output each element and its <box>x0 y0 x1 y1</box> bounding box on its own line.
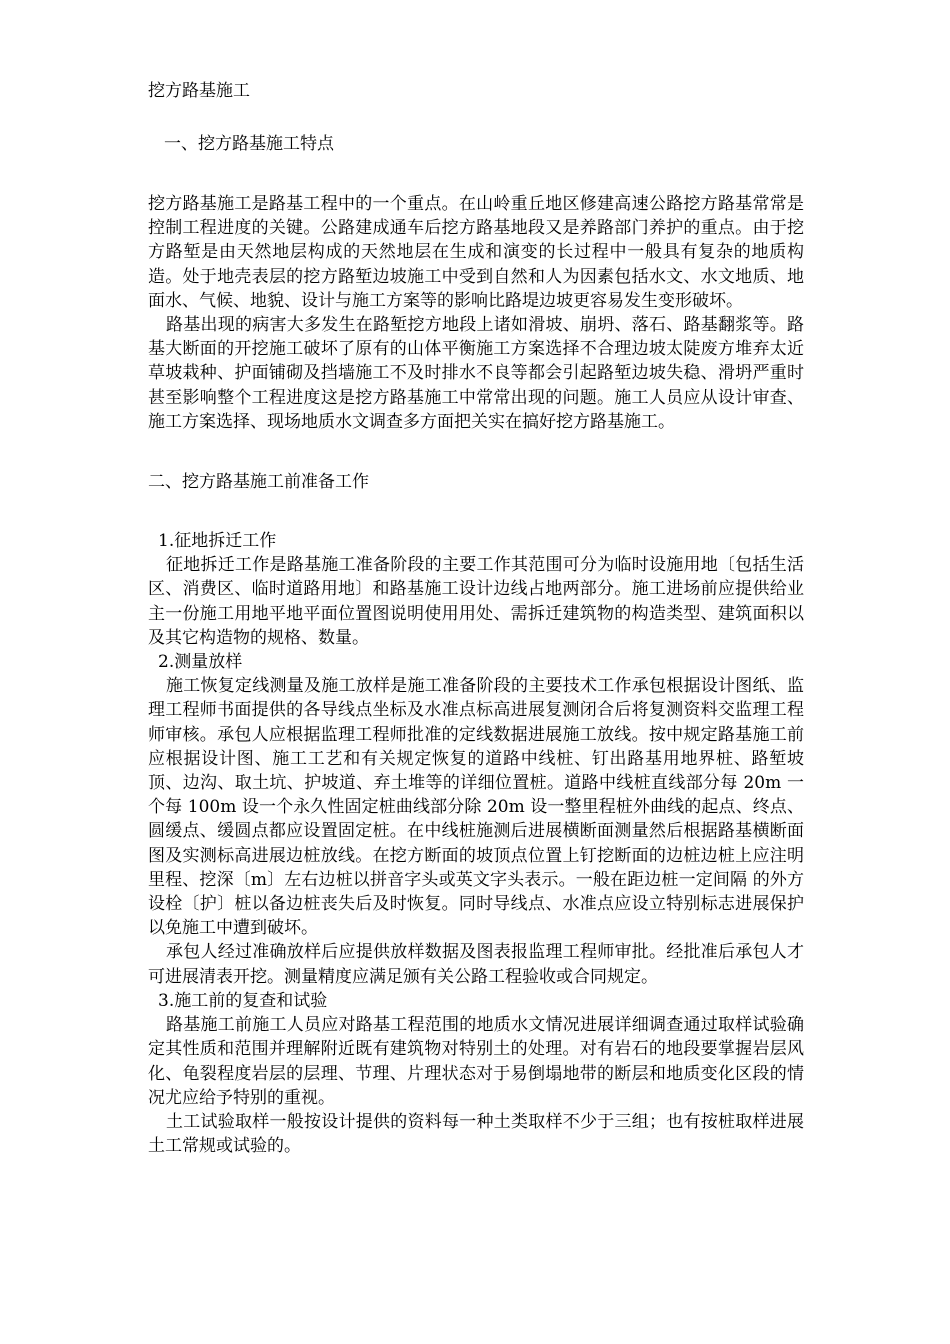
subsection-3-heading: 3.施工前的复查和试验 <box>158 990 328 1011</box>
subsection-1-heading: 1.征地拆迁工作 <box>158 531 277 552</box>
subsection-1-paragraph-1: 征地拆迁工作是路基施工准备阶段的主要工作其范围可分为临时设施用地〔包括生活区、消费区、临时道路用地〕和路基施工设计边线占地两部分。施工进场前应提供给业主一份施工用地平地平面位置图说明使用用处、需拆迁建筑物的构造类型、建筑面积以及其它构造物的规格、数量。 <box>148 555 804 648</box>
subsection-2-heading: 2.测量放样 <box>158 652 243 673</box>
section-1-paragraph-1: 挖方路基施工是路基工程中的一个重点。在山岭重丘地区修建高速公路挖方路基常常是控制工程进度的关键。公路建成通车后挖方路基地段又是养路部门养护的重点。由于挖方路堑是由天然地层构成的天然地层在生成和演变的长过程中一般具有复杂的地质构造。处于地壳表层的挖方路堑边坡施工中受到自然和人为因素包括水文、水文地质、地面水、气候、地貌、设计与施工方案等的影响比路堤边坡更容易发生变形破坏。 <box>148 194 804 311</box>
subsection-3-paragraph-2: 土工试验取样一般按设计提供的资料每一种土类取样不少于三组；也有按桩取样进展土工常规或试验的。 <box>148 1111 804 1157</box>
section-1-heading: 一、挖方路基施工特点 <box>164 134 334 154</box>
subsection-3-paragraph-1: 路基施工前施工人员应对路基工程范围的地质水文情况进展详细调查通过取样试验确定其性质和范围并理解附近既有建筑物对特别土的处理。对有岩石的地段要掌握岩层风化、龟裂程度岩层的层理、节理、片理状态对于易倒塌地带的断层和地质变化区段的情况尤应给予特别的重视。 <box>148 1015 804 1108</box>
section-2-heading: 二、挖方路基施工前准备工作 <box>148 472 369 493</box>
section-1-paragraph-2: 路基出现的病害大多发生在路堑挖方地段上诸如滑坡、崩坍、落石、路基翻浆等。路基大断面的开挖施工破坏了原有的山体平衡施工方案选择不合理边坡太陡废方堆弃太近草坡栽种、护面铺砌及挡墙施工不及时排水不良等都会引起路堑边坡失稳、滑坍严重时甚至影响整个工程进度这是挖方路基施工中常常出现的问题。施工人员应从设计审查、施工方案选择、现场地质水文调查多方面把关实在搞好挖方路基施工。 <box>148 315 804 432</box>
subsection-2-paragraph-2: 承包人经过准确放样后应提供放样数据及图表报监理工程师审批。经批准后承包人才可进展清表开挖。测量精度应满足颁有关公路工程验收或合同规定。 <box>148 942 804 987</box>
subsection-2-paragraph-1: 施工恢复定线测量及施工放样是施工准备阶段的主要技术工作承包根据设计图纸、监理工程师书面提供的各导线点坐标及水准点标高进展复测闭合后将复测资料交监理工程师审核。承包人应根据监理工程师批准的定线数据进展施工放线。按中规定路基施工前应根据设计图、施工工艺和有关规定恢复的道路中线桩、钉出路基用地界桩、路堑坡顶、边沟、取土坑、护坡道、弃土堆等的详细位置桩。道路中线桩直线部分每 20m 一个每 100m 设一个永久性固定桩曲线部分除 20m 设一整里程桩外曲线的起点、终点、圆缓点、缓圆点都应设置固定桩。在中线桩施测后进展横断面测量然后根据路基横断面图及实测标高进展边桩放线。在挖方断面的坡顶点位置上钉挖断面的边桩边桩上应注明里程、挖深〔m〕左右边桩以拼音字头或英文字头表示。一般在距边桩一定间隔 的外方设栓〔护〕桩以备边桩丧失后及时恢复。同时导线点、水准点应设立特别标志进展保护以免施工中遭到破坏。 <box>148 676 804 939</box>
document-title: 挖方路基施工 <box>148 81 250 101</box>
document-body <box>148 78 804 1158</box>
